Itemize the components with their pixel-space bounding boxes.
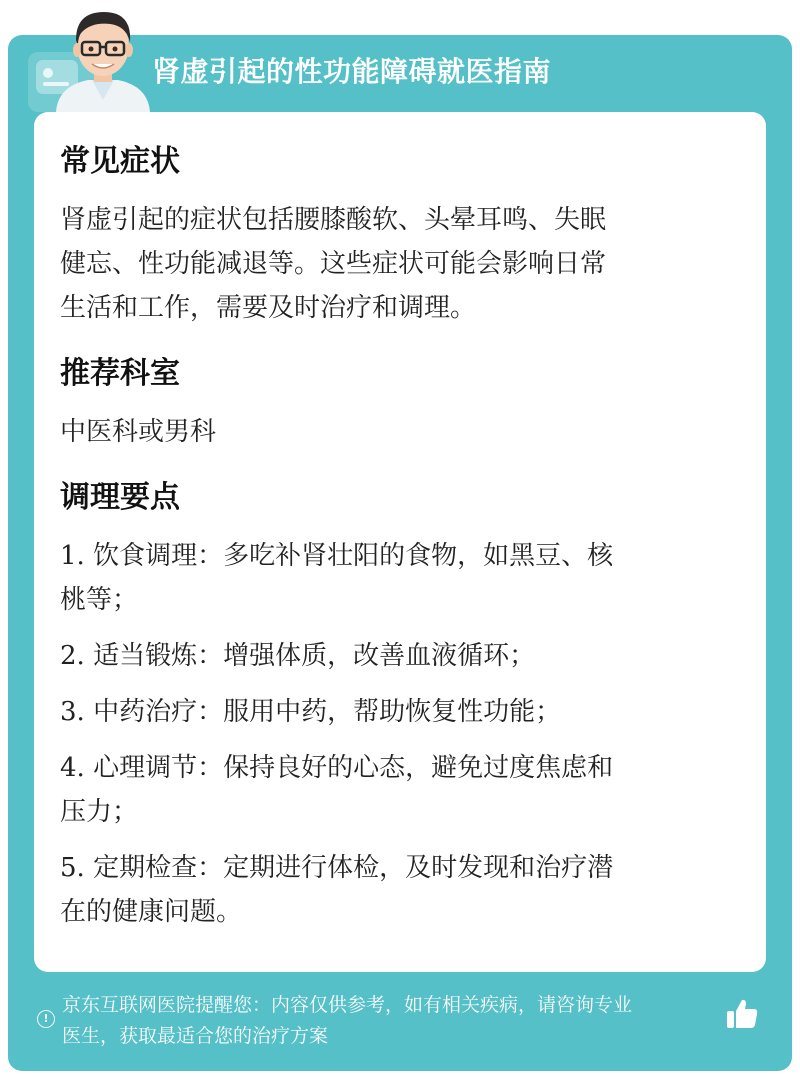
thumbs-up-icon[interactable] xyxy=(724,996,760,1032)
section-title-symptoms: 常见症状 xyxy=(60,144,180,179)
list-item: 5. 定期检查：定期进行体检，及时发现和治疗潜 在的健康问题。 xyxy=(60,853,614,927)
doctor-avatar xyxy=(48,0,158,112)
section-title-care: 调理要点 xyxy=(60,480,180,515)
list-item: 4. 心理调节：保持良好的心态，避免过度焦虑和 压力； xyxy=(60,753,614,827)
list-item: 1. 饮食调理：多吃补肾壮阳的食物，如黑豆、核 桃等； xyxy=(60,541,614,615)
symptoms-text: 肾虚引起的症状包括腰膝酸软、头晕耳鸣、失眠 健忘、性功能减退等。这些症状可能会影响日常 生活和工作，需要及时治疗和调理。 xyxy=(60,205,607,323)
section-title-department: 推荐科室 xyxy=(60,356,180,391)
info-icon: ! xyxy=(37,1010,55,1028)
page-title: 肾虚引起的性功能障碍就医指南 xyxy=(152,55,552,88)
disclaimer-text: 京东互联网医院提醒您：内容仅供参考，如有相关疾病，请咨询专业 医生，获取最适合您的治疗方案 xyxy=(62,994,633,1047)
list-item: 2. 适当锻炼：增强体质，改善血液循环； xyxy=(60,641,536,671)
list-item: 3. 中药治疗：服用中药，帮助恢复性功能； xyxy=(60,697,562,727)
department-text: 中医科或男科 xyxy=(60,417,217,447)
content-panel xyxy=(34,112,766,972)
